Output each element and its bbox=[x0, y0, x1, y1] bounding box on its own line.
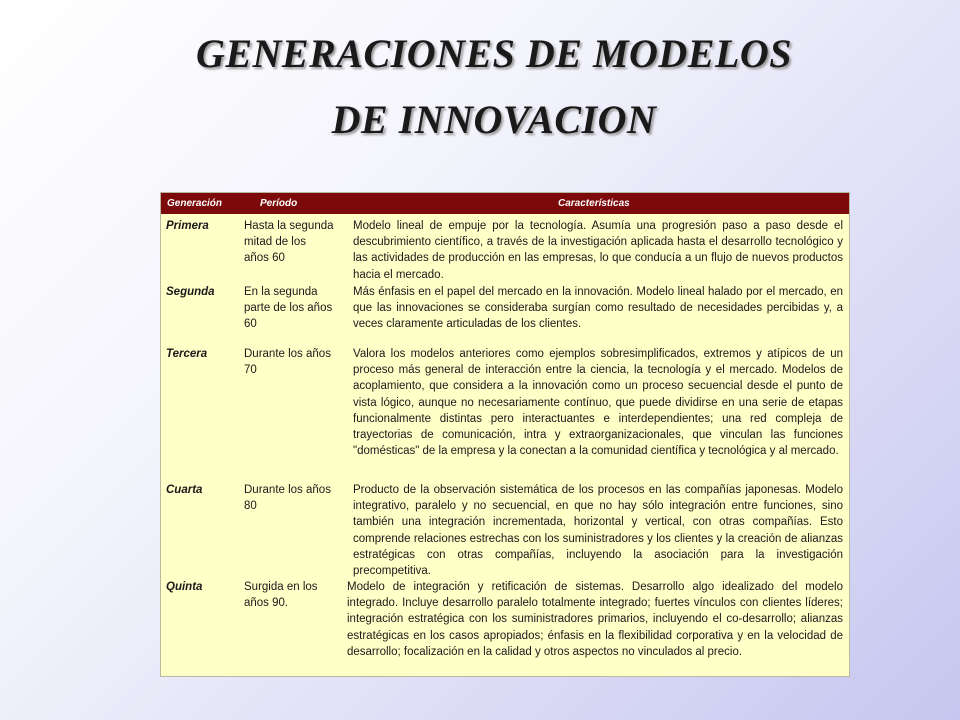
cell-caracteristicas: Producto de la observación sistemática de los procesos en las compañías japonesas. Modelo integrativo, paralelo y no secuencial, en que no hay sólo integración entre funciones, sino también una integración incrementada, horizontal y vertical, con otras compañías. Esto comprende relaciones estrechas con los suministradores y los clientes y la creación de alianzas estratégicas con otras compañías, incluyendo la asociación para la investigación precompetitiva. bbox=[353, 484, 843, 578]
innovation-models-table bbox=[160, 192, 850, 677]
cell-caracteristicas: Modelo lineal de empuje por la tecnología. Asumía una progresión paso a paso desde el descubrimiento científico, a través de la investigación aplicada hasta el desarrollo tecnológico y las actividades de producción en las empresas, lo que conducía a un flujo de nuevos productos hacia el mercado. bbox=[353, 220, 843, 281]
page-title-line-2: DE INNOVACION bbox=[331, 97, 657, 142]
cell-generacion: Cuarta bbox=[166, 484, 203, 496]
cell-periodo: Durante los años 80 bbox=[244, 484, 331, 513]
header-generacion: Generación bbox=[167, 198, 223, 209]
cell-generacion: Quinta bbox=[166, 581, 203, 593]
header-caracteristicas: Características bbox=[558, 198, 630, 209]
page-title-line-1: GENERACIONES DE MODELOS bbox=[195, 31, 793, 76]
header-periodo: Período bbox=[260, 198, 298, 209]
table-header-row bbox=[161, 193, 849, 214]
cell-caracteristicas: Valora los modelos anteriores como ejemplos sobresimplificados, extremos y atípicos de un proceso más general de interacción entre la ciencia, la tecnología y el mercado. Modelos de acoplamiento, que considera a la innovación como un proceso secuencial desde el punto de vista lógico, aunque no necesariamente contínuo, que puede dividirse en una serie de etapas funcionalmente distintas pero interactuantes e interdependientes; una red compleja de trayectorias de comunicación, intra y extraorganizacionales, que vinculan las funciones "domésticas" de la empresa y la conectan a la comunidad científica y tecnológica y al mercado. bbox=[353, 348, 843, 458]
cell-generacion: Segunda bbox=[166, 286, 215, 298]
cell-periodo: Hasta la segunda mitad de los años 60 bbox=[244, 220, 334, 265]
cell-generacion: Primera bbox=[166, 220, 209, 232]
cell-periodo: Durante los años 70 bbox=[244, 348, 331, 377]
cell-caracteristicas: Más énfasis en el papel del mercado en la innovación. Modelo lineal halado por el mercado, en que las innovaciones se consideraba surgían como resultado de necesidades percibidas y, a veces claramente articuladas de los clientes. bbox=[353, 286, 843, 331]
cell-periodo: En la segunda parte de los años 60 bbox=[244, 286, 333, 331]
cell-caracteristicas: Modelo de integración y retificación de sistemas. Desarrollo algo idealizado del modelo integrado. Incluye desarrollo paralelo totalmente integrado; fuertes vínculos con clientes líderes; integración estratégica con los suministradores primarios, incluyendo el co-desarrollo; alianzas estratégicas en los casos apropiados; énfasis en la flexibilidad corporativa y en la velocidad de desarrollo; focalización en la calidad y otros aspectos no vinculados al precio. bbox=[347, 581, 843, 658]
cell-generacion: Tercera bbox=[166, 348, 208, 360]
cell-periodo: Surgida en los años 90. bbox=[244, 581, 318, 610]
